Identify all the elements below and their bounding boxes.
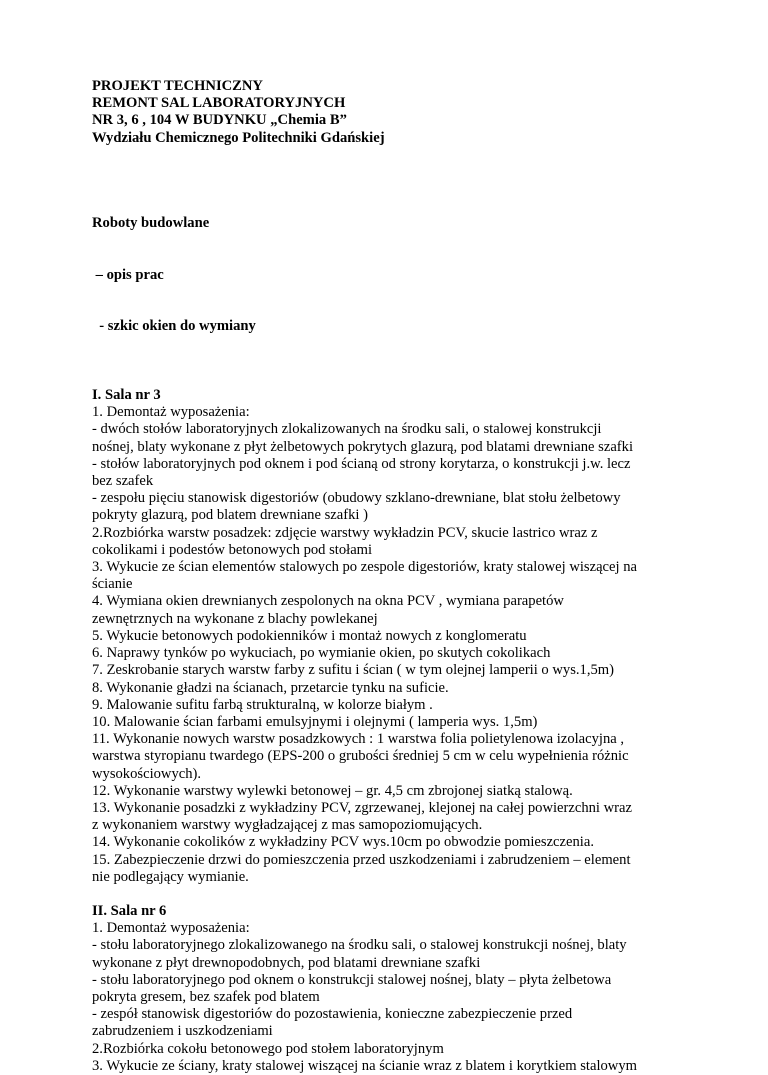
spacer: [92, 370, 732, 387]
body-line: warstwa styropianu twardego (EPS-200 o grubości średniej 5 cm w celu wypełnienia różnic: [92, 748, 629, 765]
body-line: pokryta gresem, bez szafek pod blatem: [92, 988, 320, 1005]
body-line: 3. Wykucie ze ściany, kraty stalowej wiszącej na ścianie wraz z blatem i korytkiem stalowym: [92, 1057, 637, 1074]
body-line: ścianie: [92, 576, 133, 593]
body-line: z wykonaniem warstwy wygładzającej z mas samopoziomujących.: [92, 817, 483, 834]
body-line: wykonane z płyt drewnopodobnych, pod blatami drewniane szafki: [92, 954, 481, 971]
body-line: 15. Zabezpieczenie drzwi do pomieszczenia przed uszkodzeniami i zabrudzeniem – element: [92, 851, 631, 868]
body-line: - zespół stanowisk digestoriów do pozostawienia, konieczne zabezpieczenie przed: [92, 1006, 573, 1023]
body-line: - zespołu pięciu stanowisk digestoriów (obudowy szklano-drewniane, blat stołu żelbetowy: [92, 490, 621, 507]
body-line: bez szafek: [92, 473, 154, 490]
body-line: - stołu laboratoryjnego zlokalizowanego na środku sali, o stalowej konstrukcji nośnej, blaty: [92, 937, 627, 954]
body-line: cokolikami i podestów betonowych pod stołami: [92, 541, 373, 558]
scope-line: Roboty budowlane: [92, 215, 210, 232]
body-line: 2.Rozbiórka warstw posadzek: zdjęcie warstwy wykładzin PCV, skucie lastrico wraz z: [92, 524, 598, 541]
body-line: - stołów laboratoryjnych pod oknem i pod ścianą od strony korytarza, o konstrukcji j.w. lecz: [92, 455, 631, 472]
body-line: 6. Naprawy tynków po wykuciach, po wymianie okien, po skutych cokolikach: [92, 645, 551, 662]
body-line: zabrudzeniem i uszkodzeniami: [92, 1023, 273, 1040]
section-sala-6: [92, 903, 732, 1075]
body-line: wysokościowych).: [92, 765, 202, 782]
section-heading: I. Sala nr 3: [92, 387, 161, 404]
document-page: [92, 78, 732, 1075]
body-line: 1. Demontaż wyposażenia:: [92, 404, 250, 421]
body-line: 8. Wykonanie gładzi na ścianach, przetarcie tynku na suficie.: [92, 679, 449, 696]
body-line: 4. Wymiana okien drewnianych zespolonych na okna PCV , wymiana parapetów: [92, 593, 564, 610]
scope-line: - szkic okien do wymiany: [92, 318, 256, 335]
section-body: [92, 920, 732, 1075]
body-line: 9. Malowanie sufitu farbą strukturalną, w kolorze białym .: [92, 696, 433, 713]
spacer: [92, 147, 732, 181]
body-line: 3. Wykucie ze ścian elementów stalowych po zespole digestoriów, kraty stalowej wiszącej na: [92, 559, 637, 576]
body-line: 5. Wykucie betonowych podokienników i montaż nowych z konglomeratu: [92, 627, 527, 644]
header-line: REMONT SAL LABORATORYJNYCH: [92, 95, 346, 112]
body-line: pokryty glazurą, pod blatem drewniane szafki ): [92, 507, 368, 524]
body-line: 1. Demontaż wyposażenia:: [92, 920, 250, 937]
body-line: 10. Malowanie ścian farbami emulsyjnymi i olejnymi ( lamperia wys. 1,5m): [92, 713, 538, 730]
body-line: 14. Wykonanie cokolików z wykładziny PCV wys.10cm po obwodzie pomieszczenia.: [92, 834, 594, 851]
spacer: [92, 886, 732, 903]
header-line: Wydziału Chemicznego Politechniki Gdańskiej: [92, 129, 385, 146]
section-sala-3: [92, 387, 732, 886]
body-line: 11. Wykonanie nowych warstw posadzkowych : 1 warstwa folia polietylenowa izolacyjna ,: [92, 731, 625, 748]
body-line: nośnej, blaty wykonane z płyt żelbetowych pokrytych glazurą, pod blatami drewniane szafki: [92, 438, 634, 455]
body-line: nie podlegający wymianie.: [92, 868, 249, 885]
body-line: 13. Wykonanie posadzki z wykładziny PCV, zgrzewanej, klejonej na całej powierzchni wraz: [92, 799, 632, 816]
body-line: 2.Rozbiórka cokołu betonowego pod stołem laboratoryjnym: [92, 1040, 444, 1057]
body-line: - stołu laboratoryjnego pod oknem o konstrukcji stalowej nośnej, blaty – płyta żelbetowa: [92, 971, 612, 988]
document-header: [92, 78, 732, 147]
body-line: - dwóch stołów laboratoryjnych zlokalizowanych na środku sali, o stalowej konstrukcji: [92, 421, 602, 438]
header-line: PROJEKT TECHNICZNY: [92, 78, 263, 94]
header-line: NR 3, 6 , 104 W BUDYNKU „Chemia B”: [92, 112, 347, 129]
section-heading: II. Sala nr 6: [92, 902, 167, 919]
body-line: zewnętrznych na wykonane z blachy powlekanej: [92, 610, 378, 627]
section-body: [92, 404, 732, 886]
body-line: 7. Zeskrobanie starych warstw farby z sufitu i ścian ( w tym olejnej lamperii o wys.1,5m): [92, 662, 614, 679]
scope-line: – opis prac: [92, 266, 164, 283]
body-line: 12. Wykonanie warstwy wylewki betonowej – gr. 4,5 cm zbrojonej siatką stalową.: [92, 782, 573, 799]
scope-block: [92, 181, 732, 370]
